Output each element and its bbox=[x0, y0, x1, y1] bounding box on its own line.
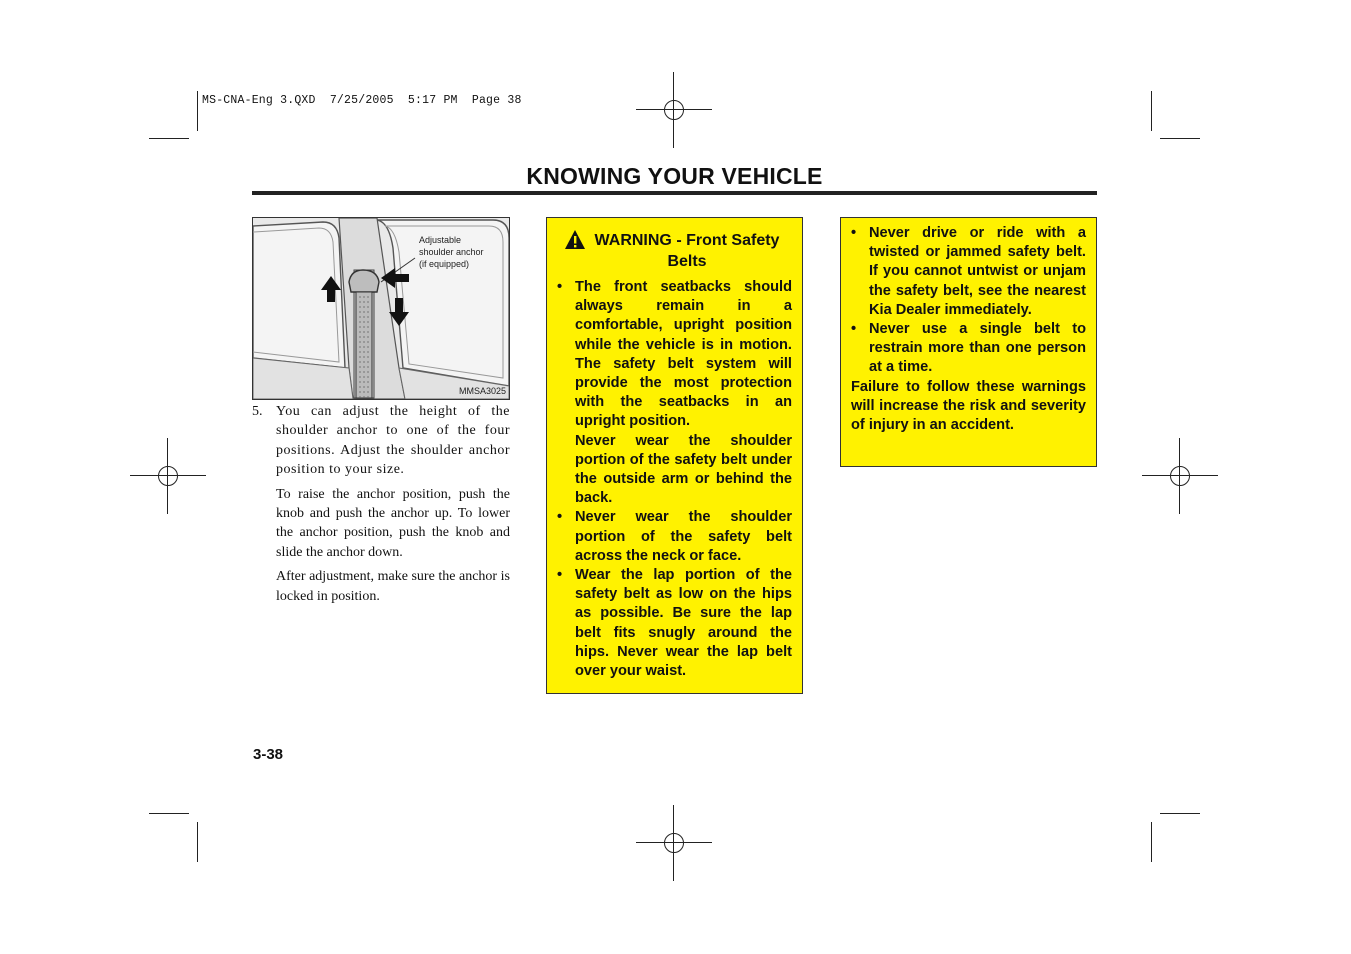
warning-bullet-text: Never use a single belt to restrain more than one person at a time. bbox=[869, 321, 1086, 376]
crop-mark bbox=[1151, 822, 1152, 862]
crop-mark bbox=[149, 138, 189, 139]
warning-box bbox=[546, 217, 803, 694]
figure-label-line: shoulder anchor bbox=[419, 247, 484, 257]
bullet-dot: • bbox=[557, 567, 563, 584]
page-title: KNOWING YOUR VEHICLE bbox=[526, 163, 823, 189]
warning-title-text: WARNING - Front Safety Belts bbox=[594, 232, 780, 270]
warning-bullet-text: Never wear the shoulder portion of the safety belt across the neck or face. bbox=[575, 509, 792, 564]
step-number: 5. bbox=[252, 404, 263, 419]
bullet-dot: • bbox=[557, 509, 563, 526]
print-slug: MS-CNA-Eng 3.QXD 7/25/2005 5:17 PM Page 38 bbox=[202, 94, 522, 107]
warning-bullet-subtext: Never wear the shoulder portion of the safety belt under the outside arm or behind the back. bbox=[575, 432, 792, 507]
body-paragraph: To raise the anchor position, push the knob and push the anchor up. To lower the anchor position, push the knob and slide the anchor down. bbox=[276, 486, 510, 560]
figure-label bbox=[419, 234, 503, 270]
bullet-dot: • bbox=[851, 321, 857, 338]
crop-mark bbox=[1151, 91, 1152, 131]
crop-mark bbox=[1160, 138, 1200, 139]
registration-mark bbox=[636, 805, 712, 881]
figure-code: MMSA3025 bbox=[458, 386, 506, 396]
header-rule bbox=[252, 191, 1097, 195]
warning-bullet-text: The front seatbacks should always remain in a comfortable, upright position while the vehicle is in motion. The safety belt system will provide the most protection with the seatbacks in an upright position. bbox=[575, 279, 792, 430]
page-number: 3-38 bbox=[253, 746, 284, 763]
warning-list bbox=[851, 224, 1086, 378]
warning-bullet bbox=[851, 320, 1086, 378]
instructions-column bbox=[252, 402, 510, 611]
warning-bullet bbox=[557, 278, 792, 508]
warning-box-continued bbox=[840, 217, 1097, 467]
crop-mark bbox=[197, 91, 198, 131]
registration-mark bbox=[1142, 438, 1218, 514]
registration-mark bbox=[130, 438, 206, 514]
warning-title bbox=[557, 230, 792, 272]
bullet-dot: • bbox=[557, 279, 563, 295]
figure-label-line: (if equipped) bbox=[419, 259, 470, 269]
warning-bullet bbox=[557, 566, 792, 681]
seatbelt-anchor-figure bbox=[252, 217, 510, 400]
warning-list bbox=[557, 278, 792, 681]
crop-mark bbox=[197, 822, 198, 862]
crop-mark bbox=[149, 813, 189, 814]
crop-mark bbox=[1160, 813, 1200, 814]
warning-footer: Failure to follow these warnings will increase the risk and severity of injury in an accident. bbox=[851, 378, 1086, 434]
warning-bullet-text: Never drive or ride with a twisted or jammed safety belt. If you cannot untwist or unjam the safety belt, see the nearest Kia Dealer immediately. bbox=[869, 225, 1086, 318]
warning-bullet-text: Wear the lap portion of the safety belt as low on the hips as possible. Be sure the lap belt fits snugly around the hips. Never wear the lap belt over your waist. bbox=[575, 567, 792, 680]
warning-bullet bbox=[851, 224, 1086, 320]
body-paragraph: After adjustment, make sure the anchor is locked in position. bbox=[276, 569, 510, 604]
warning-bullet bbox=[557, 508, 792, 566]
figure-label-line: Adjustable bbox=[419, 235, 462, 245]
warning-triangle-icon bbox=[564, 229, 586, 251]
bullet-dot: • bbox=[851, 225, 857, 241]
body-paragraph: You can adjust the height of the shoulder anchor to one of the four positions. Adjust the shoulder anchor position to your size. bbox=[276, 404, 510, 478]
registration-mark bbox=[636, 72, 712, 148]
